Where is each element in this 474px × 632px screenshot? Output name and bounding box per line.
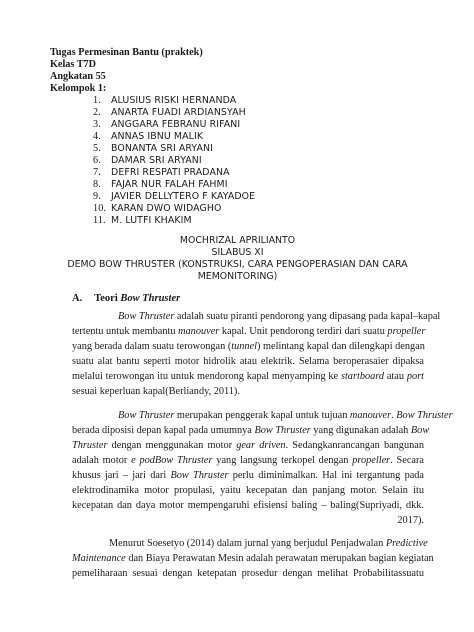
paragraph-2-line: elektrodinamika motor propulasi, yaitu kecepatan dan panjang motor. Selain itu [72, 485, 424, 496]
paragraph-2-line: khusus jari – jari dari Bow Thruster perlu diminimalkan. Hal ini tergantung pada [72, 470, 425, 481]
paragraph-2-line: kecepatan dan daya motor mempengaruhi efisiensi baling – baling(Supriyadi, dkk. [72, 500, 424, 511]
demo-title-line-1: DEMO BOW THRUSTER (KONSTRUKSI, CARA PENGOPERASIAN DAN CARA [67, 259, 408, 270]
section-heading: A. Teori Bow Thruster [72, 293, 181, 304]
syllabus-label: SILABUS XI [211, 247, 264, 258]
member-item: 5. BONANTA SRI ARYANI [93, 143, 214, 154]
paragraph-1-line: tertentu untuk membantu manouver kapal. Unit pendorong terdiri dari suatu propeller [72, 326, 426, 337]
paragraph-2-line: berada diposisi depan kapal pada umumnya Bow Thruster yang digunakan adalah Bow [72, 425, 430, 436]
batch-label: Angkatan 55 [50, 71, 106, 82]
paragraph-1-line: melalui terowongan itu untuk mendorong kapal menyamping ke startboard atau port [72, 371, 424, 382]
member-item: 3. ANGGARA FEBRANU RIFANI [93, 119, 241, 130]
paragraph-3-line: Maintenance dan Biaya Perawatan Mesin adalah perawatan merupakan bagian kegiatan [72, 553, 434, 564]
member-item: 4. ANNAS IBNU MALIK [93, 131, 204, 142]
paragraph-1-line: sesuai keperluan kapal(Berliandy, 2011). [72, 386, 240, 397]
paragraph-1-line: Bow Thruster adalah suatu piranti pendorong yang dipasang pada kapal–kapal [118, 311, 441, 322]
paragraph-2-line: 2017). [397, 515, 424, 526]
lecturer-name: MOCHRIZAL APRILIANTO [179, 235, 296, 246]
member-item: 9. JAVIER DELLYTERO F KAYADOE [93, 191, 256, 202]
member-item: 11. M. LUTFI KHAKIM [93, 215, 192, 226]
member-item: 10. KARAN DWO WIDAGHO [93, 203, 222, 214]
demo-title-line-2: MEMONITORING) [197, 271, 278, 282]
assignment-title: Tugas Permesinan Bantu (praktek) [50, 47, 203, 58]
member-item: 2. ANARTA FUADI ARDIANSYAH [93, 107, 246, 118]
paragraph-1-line: yang berada dalam suatu terowongan (tunnel) melintang kapal dan dilengkapi dengan [72, 341, 425, 352]
paragraph-3-line: pemeliharaan sesuai dengan ketepatan prosedur dengan melihat Probabilitassuatu [72, 568, 424, 579]
member-item: 6. DAMAR SRI ARYANI [93, 155, 202, 166]
member-item: 1. ALUSIUS RISKI HERNANDA [93, 95, 237, 106]
group-label: Kelompok 1: [50, 83, 107, 94]
paragraph-2-line: Bow Thruster merupakan penggerak kapal untuk tujuan manouver. Bow Thruster [118, 410, 453, 421]
member-item: 7. DEFRI RESPATI PRADANA [93, 167, 230, 178]
member-item: 8. FAJAR NUR FALAH FAHMI [93, 179, 228, 190]
paragraph-2-line: Thruster dengan menggunakan motor gear driven. Sedangkanrancangan bangunan [72, 440, 424, 451]
class-label: Kelas T7D [50, 59, 96, 70]
paragraph-3-line: Menurut Soesetyo (2014) dalam jurnal yang berjudul Penjadwalan Predictive [109, 538, 428, 549]
paragraph-2-line: adalah motor e podBow Thruster yang langsung terkopel dengan propeller. Secara [72, 455, 424, 466]
paragraph-1-line: suatu alat bantu seperti motor hidrolik atau elektrik. Selama beroperasaier dipaksa [72, 356, 424, 367]
